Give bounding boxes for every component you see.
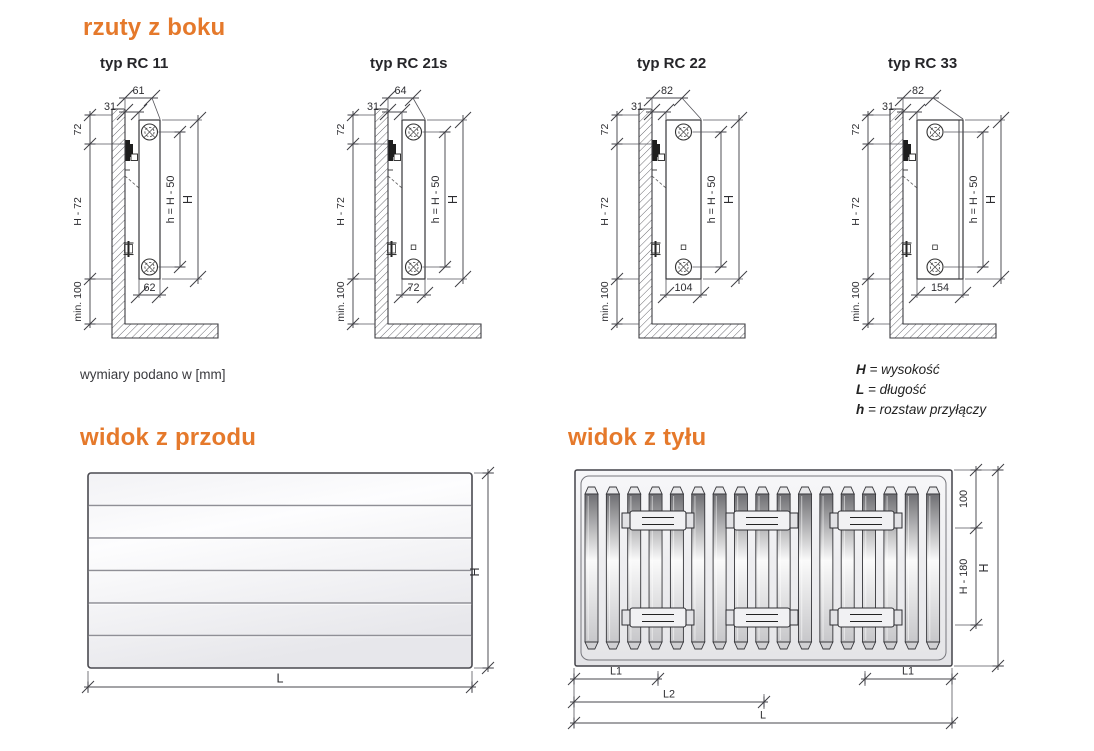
rear-view-drawing	[555, 450, 1094, 750]
legend-item-connection: h = rozstaw przyłączy	[856, 402, 987, 417]
dim-label-height: H	[984, 194, 998, 205]
side-view-drawing-rc22	[577, 81, 845, 353]
dim-label-depth-top: 82	[911, 85, 925, 97]
dim-label-floor-clearance: min. 100	[850, 281, 862, 322]
dim-label-bracket-spacing-v: H - 180	[958, 558, 970, 595]
drain-plug	[411, 245, 416, 250]
dim-label-rear-length: L	[759, 709, 767, 722]
dim-label-connection-spacing: h = H - 50	[706, 175, 718, 224]
dim-label-depth-top: 64	[394, 85, 407, 97]
dim-label-top-bracket-offset: 100	[958, 489, 970, 509]
dim-label-height: H	[722, 194, 736, 205]
dim-label-wall-height: H - 72	[72, 197, 84, 226]
diagram-title: typ RC 11	[100, 55, 169, 72]
dim-label-wall-offset: 31	[881, 101, 894, 113]
dim-label-wall-height: H - 72	[850, 197, 862, 226]
dim-label-height: H	[446, 194, 460, 205]
dim-label-front-height: H	[468, 567, 482, 577]
dim-label-wall-offset: 31	[366, 101, 379, 113]
front-view-drawing	[70, 460, 520, 710]
side-view-drawing-rc21s	[313, 81, 581, 353]
dim-label-wall-offset: 31	[103, 101, 116, 113]
diagram-title: typ RC 21s	[370, 55, 448, 72]
dim-label-wall-height: H - 72	[335, 197, 347, 226]
dim-label-depth-bottom: 104	[674, 282, 693, 294]
dim-label-connection-spacing: h = H - 50	[968, 175, 980, 224]
dim-label-bracket-top-offset: 72	[599, 123, 611, 136]
dim-label-bracket-top-offset: 72	[850, 123, 862, 136]
dim-label-floor-clearance: min. 100	[599, 281, 611, 322]
dim-label-l1-right: L1	[901, 665, 915, 678]
dim-label-depth-top: 61	[132, 85, 145, 97]
legend-item-length: L = długość	[856, 382, 927, 397]
radiator-profile	[402, 120, 425, 279]
drain-plug	[933, 245, 938, 250]
dim-label-depth-bottom: 72	[407, 282, 420, 294]
units-note: wymiary podano w [mm]	[80, 367, 226, 382]
side-view-rc21s	[313, 55, 581, 360]
radiator-profile	[666, 120, 701, 279]
dim-label-front-length: L	[276, 671, 284, 686]
dim-label-bracket-top-offset: 72	[72, 123, 84, 136]
side-view-rc11	[50, 55, 318, 360]
dim-label-wall-height: H - 72	[599, 197, 611, 226]
side-view-rc22	[577, 55, 845, 360]
page-title-side-views: rzuty z boku	[83, 14, 226, 41]
radiator-profile	[917, 120, 963, 279]
dim-label-bracket-top-offset: 72	[335, 123, 347, 136]
page-title-front-view: widok z przodu	[80, 424, 257, 451]
dimension-legend	[856, 360, 986, 420]
dim-label-wall-offset: 31	[630, 101, 643, 113]
dim-label-depth-top: 82	[660, 85, 674, 97]
side-view-drawing-rc11	[50, 81, 318, 353]
dim-label-depth-bottom: 62	[143, 282, 156, 294]
dim-label-connection-spacing: h = H - 50	[165, 175, 177, 224]
dim-label-l1-left: L1	[609, 665, 623, 678]
dim-label-depth-bottom: 154	[930, 282, 950, 294]
dim-label-l2: L2	[662, 688, 676, 701]
dim-label-height: H	[181, 194, 195, 205]
page-title-rear-view: widok z tyłu	[568, 424, 707, 451]
side-view-rc33	[828, 55, 1094, 360]
dim-label-rear-height: H	[977, 563, 991, 573]
dim-label-floor-clearance: min. 100	[72, 281, 84, 322]
dim-label-floor-clearance: min. 100	[335, 281, 347, 322]
dim-label-connection-spacing: h = H - 50	[430, 175, 442, 224]
radiator-profile	[139, 120, 160, 279]
diagram-title: typ RC 22	[637, 55, 707, 72]
drain-plug	[681, 245, 686, 250]
legend-item-height: H = wysokość	[856, 362, 940, 377]
side-view-drawing-rc33	[828, 81, 1094, 353]
diagram-title: typ RC 33	[888, 55, 958, 72]
